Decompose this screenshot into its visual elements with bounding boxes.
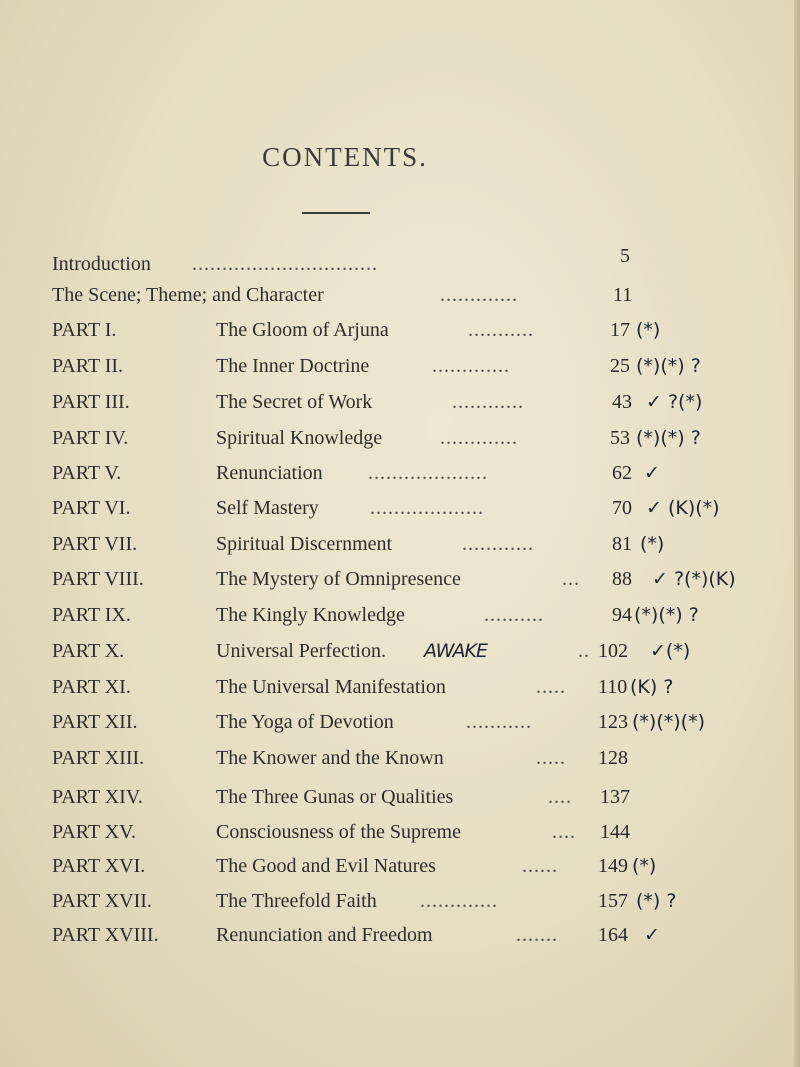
- part-label: PART VI.: [52, 497, 131, 519]
- toc-leader: .....: [536, 747, 566, 769]
- toc-entry-title: Spiritual Knowledge: [216, 427, 383, 449]
- toc-page-number: 123: [598, 711, 628, 733]
- handwritten-mark: (*)(*) ?: [636, 427, 701, 449]
- toc-page-number: 81: [612, 533, 632, 555]
- part-label: PART XIII.: [52, 747, 145, 769]
- toc-page-number: 110: [598, 676, 628, 698]
- toc-page-number: 144: [600, 821, 630, 843]
- toc-entry-title: The Mystery of Omnipresence: [216, 568, 461, 590]
- handwritten-mark: ✓: [644, 924, 660, 946]
- toc-leader: ...........: [468, 319, 534, 341]
- part-label: PART I.: [52, 319, 117, 341]
- toc-leader: ....................: [368, 462, 488, 484]
- part-label: PART XII.: [52, 711, 138, 733]
- page-title: CONTENTS.: [262, 142, 428, 172]
- handwritten-mark: (*) ?: [636, 890, 677, 912]
- toc-page-number: 149: [598, 855, 628, 877]
- toc-entry-title: The Inner Doctrine: [216, 355, 370, 377]
- part-label: PART II.: [52, 355, 124, 377]
- toc-row-part-8: [0, 568, 800, 598]
- toc-leader: ...................: [370, 497, 484, 519]
- toc-entry-title: The Three Gunas or Qualities: [216, 786, 454, 808]
- handwritten-mark: (*)(*) ?: [636, 355, 701, 377]
- part-label: PART VII.: [52, 533, 138, 555]
- toc-entry-title: The Kingly Knowledge: [216, 604, 405, 626]
- toc-leader: ....: [552, 821, 576, 843]
- toc-leader: ..: [578, 640, 590, 662]
- handwritten-mark: (*): [636, 319, 661, 341]
- toc-page-number: 17: [610, 319, 630, 341]
- toc-row-part-12: [0, 711, 800, 741]
- toc-leader: .............: [440, 284, 518, 306]
- toc-leader: ....: [548, 786, 572, 808]
- toc-leader: ...............................: [192, 253, 378, 275]
- part-label: PART XVIII.: [52, 924, 159, 946]
- toc-row-part-6: [0, 497, 800, 527]
- toc-page-number: 102: [598, 640, 628, 662]
- part-label: PART XI.: [52, 676, 131, 698]
- toc-leader: .....: [536, 676, 566, 698]
- toc-row-part-1: [0, 319, 800, 349]
- toc-row-part-11: [0, 676, 800, 706]
- part-label: PART VIII.: [52, 568, 144, 590]
- handwritten-mark: ✓ ?(*)(K): [652, 568, 736, 590]
- toc-page-number: 70: [612, 497, 632, 519]
- part-label: PART IV.: [52, 427, 129, 449]
- handwritten-mark: (*): [632, 855, 657, 877]
- toc-entry-title: Introduction: [52, 253, 151, 275]
- part-label: PART IX.: [52, 604, 131, 626]
- handwritten-mark: (*)(*)(*): [632, 711, 705, 733]
- toc-entry-title: The Threefold Faith: [216, 890, 377, 912]
- toc-entry-title: Self Mastery: [216, 497, 319, 519]
- toc-leader: .............: [432, 355, 510, 377]
- toc-page-number: 137: [600, 786, 630, 808]
- toc-entry-title: Spiritual Discernment: [216, 533, 393, 555]
- toc-entry-title: Renunciation: [216, 462, 323, 484]
- toc-row-part-3: [0, 391, 800, 421]
- handwritten-mark: (*): [640, 533, 665, 555]
- part-label: PART III.: [52, 391, 130, 413]
- toc-row-part-18: [0, 924, 800, 954]
- handwritten-mark: ✓(*): [650, 640, 691, 662]
- toc-page-number: 5: [620, 245, 630, 267]
- toc-leader: ...........: [466, 711, 532, 733]
- toc-row-part-4: [0, 427, 800, 457]
- toc-entry-title: Consciousness of the Supreme: [216, 821, 461, 843]
- toc-row-part-10: [0, 640, 800, 670]
- toc-entry-title: The Universal Manifestation: [216, 676, 446, 698]
- toc-page-number: 53: [610, 427, 630, 449]
- toc-leader: ..........: [484, 604, 544, 626]
- toc-leader: ............: [452, 391, 524, 413]
- toc-entry-title: Universal Perfection.: [216, 640, 386, 662]
- part-label: PART XV.: [52, 821, 137, 843]
- title-rule: [302, 212, 370, 214]
- toc-leader: ......: [522, 855, 558, 877]
- toc-page-number: 94: [612, 604, 632, 626]
- toc-page-number: 25: [610, 355, 630, 377]
- handwritten-mark: ✓: [644, 462, 660, 484]
- toc-entry-title: Renunciation and Freedom: [216, 924, 433, 946]
- handwritten-mark: ✓ ?(*): [646, 391, 703, 413]
- toc-page-number: 11: [613, 284, 633, 306]
- toc-entry-title: The Gloom of Arjuna: [216, 319, 389, 341]
- toc-entry-title: The Scene; Theme; and Character: [52, 284, 324, 306]
- toc-entry-title: The Knower and the Known: [216, 747, 444, 769]
- toc-row-part-16: [0, 855, 800, 885]
- toc-page-number: 88: [612, 568, 632, 590]
- handwritten-mark: (*)(*) ?: [634, 604, 699, 626]
- part-label: PART V.: [52, 462, 122, 484]
- toc-page-number: 43: [612, 391, 632, 413]
- toc-leader: ...: [562, 568, 580, 590]
- toc-row-part-15: [0, 821, 800, 851]
- toc-leader: .............: [440, 427, 518, 449]
- part-label: PART XVI.: [52, 855, 146, 877]
- part-label: PART XVII.: [52, 890, 152, 912]
- handwritten-mark: (K) ?: [630, 676, 674, 698]
- toc-leader: .............: [420, 890, 498, 912]
- toc-row-part-5: [0, 462, 800, 492]
- toc-row-part-9: [0, 604, 800, 634]
- toc-entry-title: The Good and Evil Natures: [216, 855, 436, 877]
- toc-entry-title: The Yoga of Devotion: [216, 711, 394, 733]
- toc-row-part-17: [0, 890, 800, 920]
- toc-row-scene: [0, 284, 800, 314]
- toc-page-number: 128: [598, 747, 628, 769]
- part-label: PART X.: [52, 640, 125, 662]
- handwritten-mark: ✓ (K)(*): [646, 497, 720, 519]
- toc-entry-title: The Secret of Work: [216, 391, 373, 413]
- handwritten-scribble: AWAKE: [424, 640, 487, 662]
- toc-leader: .......: [516, 924, 558, 946]
- toc-page-number: 164: [598, 924, 628, 946]
- toc-row-part-14: [0, 786, 800, 816]
- toc-row-part-7: [0, 533, 800, 563]
- toc-leader: ............: [462, 533, 534, 555]
- toc-row-part-13: [0, 747, 800, 777]
- part-label: PART XIV.: [52, 786, 143, 808]
- toc-page-number: 157: [598, 890, 628, 912]
- toc-page-number: 62: [612, 462, 632, 484]
- toc-row-introduction: [0, 245, 800, 283]
- toc-row-part-2: [0, 355, 800, 385]
